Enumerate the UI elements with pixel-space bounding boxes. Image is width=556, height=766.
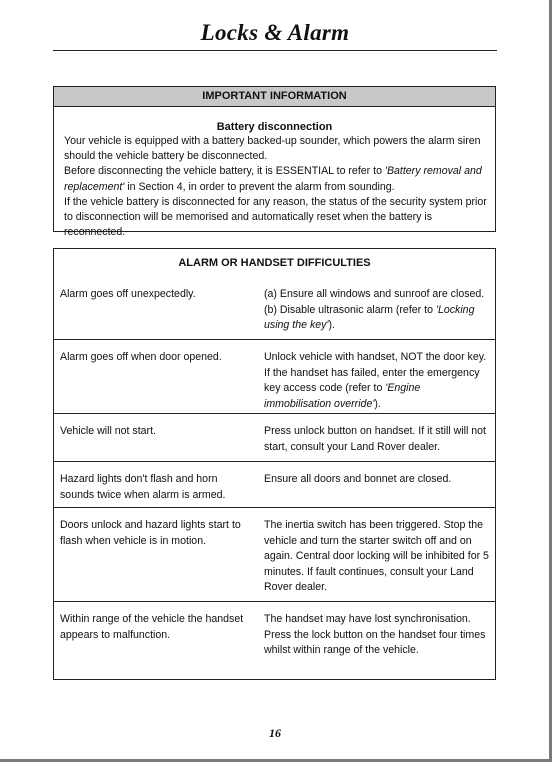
remedy-text: Unlock vehicle with handset, NOT the door key. If the handset has failed, enter the emergency key access code (refer to xyxy=(264,351,487,394)
page-title: Locks & Alarm xyxy=(200,20,350,45)
info-paragraph-2-text-b: in Section 4, in order to prevent the alarm from sounding. xyxy=(124,180,395,193)
info-paragraph-3: If the vehicle battery is disconnected for any reason, the status of the security system prior to disconnection will be memorised and automatically reset when the battery is reconnected. xyxy=(64,195,487,239)
page-number: 16 xyxy=(269,726,281,740)
important-information-box xyxy=(53,86,496,239)
table-row xyxy=(54,413,495,462)
remedy-cell: The inertia switch has been triggered. Stop the vehicle and turn the starter switch off and on again. Central door locking will be inhibited for 5 minutes. If fault continues, consult your Land Rover dealer. xyxy=(264,519,489,593)
remedy-text-end: ). xyxy=(328,319,335,331)
engine-immobilisation-reference: 'Engine immobilisation override' xyxy=(264,382,421,410)
problem-cell: Doors unlock and hazard lights start to flash when vehicle is in motion. xyxy=(60,519,241,547)
problem-cell: Within range of the vehicle the handset appears to malfunction. xyxy=(60,613,244,641)
difficulties-table-title: ALARM OR HANDSET DIFFICULTIES xyxy=(178,257,371,269)
remedy-text: (b) Disable ultrasonic alarm (refer to xyxy=(264,303,436,316)
difficulties-table xyxy=(53,248,496,680)
important-information-header xyxy=(54,87,495,107)
locking-using-key-reference: 'Locking using the key' xyxy=(264,303,475,331)
remedy-cell: The handset may have lost synchronisation. Press the lock button on the handset four times whilst within range of the vehicle. xyxy=(264,613,486,656)
info-paragraph-2 xyxy=(64,164,487,194)
remedy-line-b xyxy=(264,303,490,334)
important-information-body xyxy=(54,134,495,240)
problem-cell: Alarm goes off when door opened. xyxy=(60,351,222,363)
remedy-cell xyxy=(264,350,490,412)
info-paragraph-1: Your vehicle is equipped with a battery backed-up sounder, which powers the alarm siren should the vehicle battery be disconnected. xyxy=(64,135,481,163)
battery-disconnection-heading: Battery disconnection xyxy=(216,121,333,133)
remedy-cell: Press unlock button on handset. If it still will not start, consult your Land Rover dealer. xyxy=(264,425,486,453)
info-paragraph-2-text-a: Before disconnecting the vehicle battery, it is ESSENTIAL to refer to xyxy=(64,165,385,178)
remedy-text-end: ). xyxy=(374,397,381,410)
problem-cell: Hazard lights don't flash and horn sounds twice when alarm is armed. xyxy=(60,473,226,501)
problem-cell: Vehicle will not start. xyxy=(60,425,156,437)
important-information-header-text: IMPORTANT INFORMATION xyxy=(202,90,347,102)
table-row xyxy=(54,339,495,414)
remedy-cell xyxy=(264,287,490,334)
table-row xyxy=(54,461,495,508)
problem-cell: Alarm goes off unexpectedly. xyxy=(60,288,196,300)
battery-removal-reference: 'Battery removal and replacement' xyxy=(64,165,482,193)
remedy-cell: Ensure all doors and bonnet are closed. xyxy=(264,473,452,485)
remedy-line-a: (a) Ensure all windows and sunroof are closed. xyxy=(264,288,485,300)
title-rule xyxy=(53,50,497,51)
table-row xyxy=(54,507,495,602)
table-row xyxy=(54,601,495,680)
